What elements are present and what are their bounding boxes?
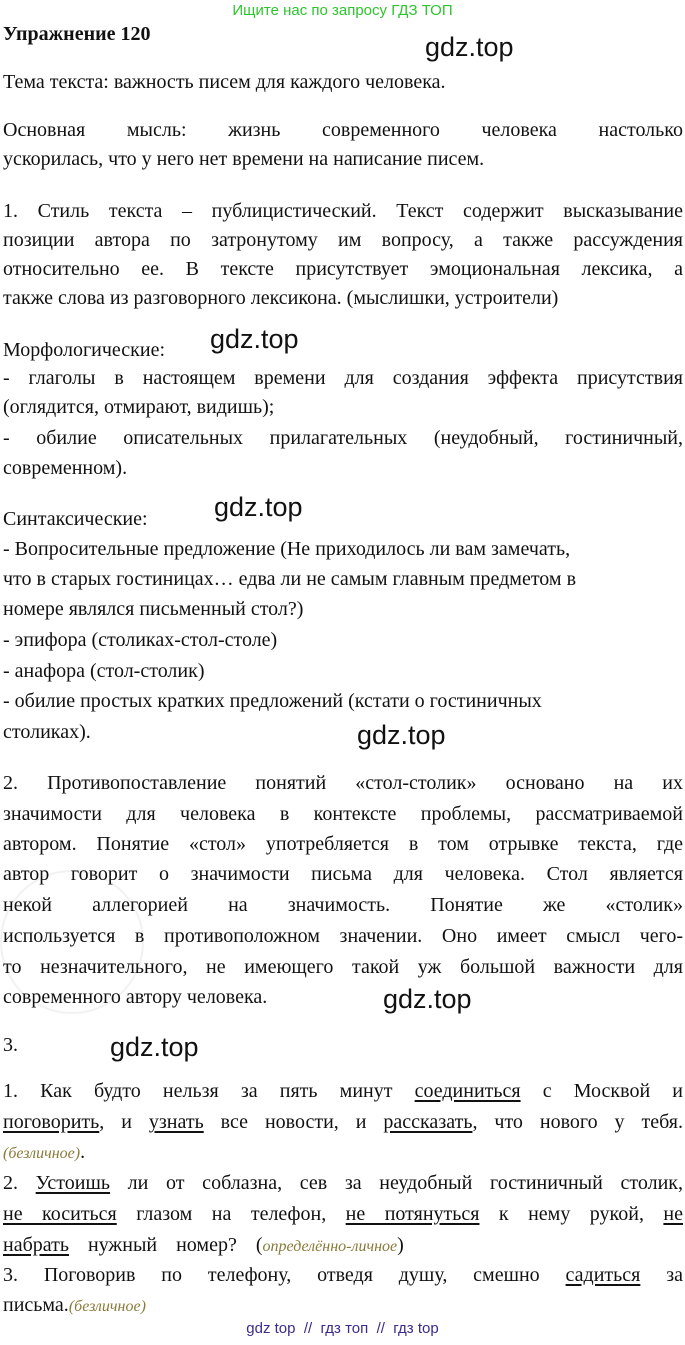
- underlined-verb: узнать: [148, 1111, 204, 1133]
- watermark: gdz.top: [214, 492, 303, 522]
- sentence-type-note: (безличное): [3, 1145, 81, 1162]
- underlined-verb: Устоишь: [35, 1172, 111, 1194]
- sentence-1-line-3: (безличное).: [3, 1141, 86, 1163]
- sentence-2-line-1: 2. Устоишь ли от соблазна, сев за неудобный гостиничный столик,: [3, 1172, 683, 1194]
- sentence-3-line-1: 3. Поговорив по телефону, отведя душу, смешно садиться за: [3, 1264, 684, 1286]
- text-line: Морфологические:: [3, 339, 166, 361]
- footer-links[interactable]: gdz top // гдз топ // гдз top: [246, 1320, 439, 1337]
- text-line: - обилие описательных прилагательных (неудобный, гостиничный,: [3, 427, 683, 449]
- text-line: современном).: [3, 457, 128, 479]
- underlined-verb: не: [663, 1203, 683, 1225]
- text-line: номере являлся письменный стол?): [3, 598, 304, 620]
- text-line: - Вопросительные предложение (Не приходилось ли вам замечать,: [3, 538, 571, 560]
- watermark: gdz.top: [383, 984, 472, 1014]
- text-line: позиции автора по затронутому им вопросу, а также рассуждения: [3, 229, 683, 251]
- text-line: 2. Противопоставление понятий «стол-столик» основано на их: [3, 772, 683, 794]
- text-line: (оглядится, отмирают, видишь);: [3, 396, 275, 418]
- text-line: Основная мысль: жизнь современного человека настолько: [3, 119, 683, 141]
- text-line: Тема текста: важность писем для каждого человека.: [3, 71, 446, 93]
- text-line: значимости для человека в контексте проблемы, рассматриваемой: [3, 803, 683, 825]
- text-line: 3.: [3, 1034, 18, 1056]
- underlined-verb: рассказать: [383, 1111, 473, 1133]
- text-line: также слова из разговорного лексикона. (мыслишки, устроители): [3, 287, 559, 309]
- text-line: некой аллегорией на значимость. Понятие же «столик»: [3, 894, 683, 916]
- text-line: относительно ее. В тексте присутствует эмоциональная лексика, а: [3, 258, 683, 280]
- underlined-verb: садиться: [565, 1264, 641, 1286]
- text-line: 1. Стиль текста – публицистический. Текст содержит высказывание: [3, 200, 683, 222]
- watermark: gdz.top: [425, 32, 514, 62]
- sentence-3-line-2: письма.(безличное): [3, 1294, 146, 1316]
- text-line: используется в противоположном значении. Оно имеет смысл чего-: [3, 925, 683, 947]
- watermark: gdz.top: [210, 324, 299, 354]
- text-line: то незначительного, не имеющего такой уж большой важности для: [3, 956, 683, 978]
- text-line: автор говорит о значимости письма для человека. Стол является: [3, 863, 683, 885]
- underlined-verb: набрать: [3, 1234, 69, 1256]
- text-line: - обилие простых кратких предложений (кстати о гостиничных: [3, 690, 542, 712]
- sentence-type-note: (безличное): [68, 1298, 146, 1315]
- underlined-verb: не коситься: [3, 1203, 117, 1225]
- text-line: столиках).: [3, 721, 91, 743]
- text-line: ускорилась, что у него нет времени на написание писем.: [3, 148, 485, 170]
- text-line: что в старых гостиницах… едва ли не самым главным предметом в: [3, 568, 577, 590]
- search-banner[interactable]: Ищите нас по запросу ГДЗ ТОП: [232, 2, 453, 19]
- watermark: gdz.top: [110, 1032, 199, 1062]
- watermark: gdz.top: [357, 720, 446, 750]
- underlined-verb: поговорить: [3, 1111, 100, 1133]
- sentence-1-line-2: поговорить, и узнать все новости, и рассказать, что нового у тебя.: [3, 1111, 683, 1133]
- sentence-type-note: определённо-личное: [262, 1238, 398, 1255]
- text-line: - анафора (стол-столик): [3, 660, 205, 682]
- sentence-1-line-1: 1. Как будто нельзя за пять минут соединиться с Москвой и: [3, 1080, 683, 1102]
- text-line: автором. Понятие «стол» употребляется в том отрывке текста, где: [3, 833, 683, 855]
- text-line: - эпифора (столиках-стол-столе): [3, 629, 278, 651]
- text-line: Синтаксические:: [3, 508, 148, 530]
- sentence-2-line-3: набрать нужный номер? (определённо-личное): [3, 1234, 404, 1256]
- sentence-2-line-2: не коситься глазом на телефон, не потянуться к нему рукой, не: [3, 1203, 683, 1225]
- underlined-verb: соединиться: [414, 1080, 521, 1102]
- text-line: современного автору человека.: [3, 986, 268, 1008]
- exercise-title: Упражнение 120: [3, 23, 151, 45]
- text-line: - глаголы в настоящем времени для создания эффекта присутствия: [3, 367, 683, 389]
- underlined-verb: не потянуться: [345, 1203, 480, 1225]
